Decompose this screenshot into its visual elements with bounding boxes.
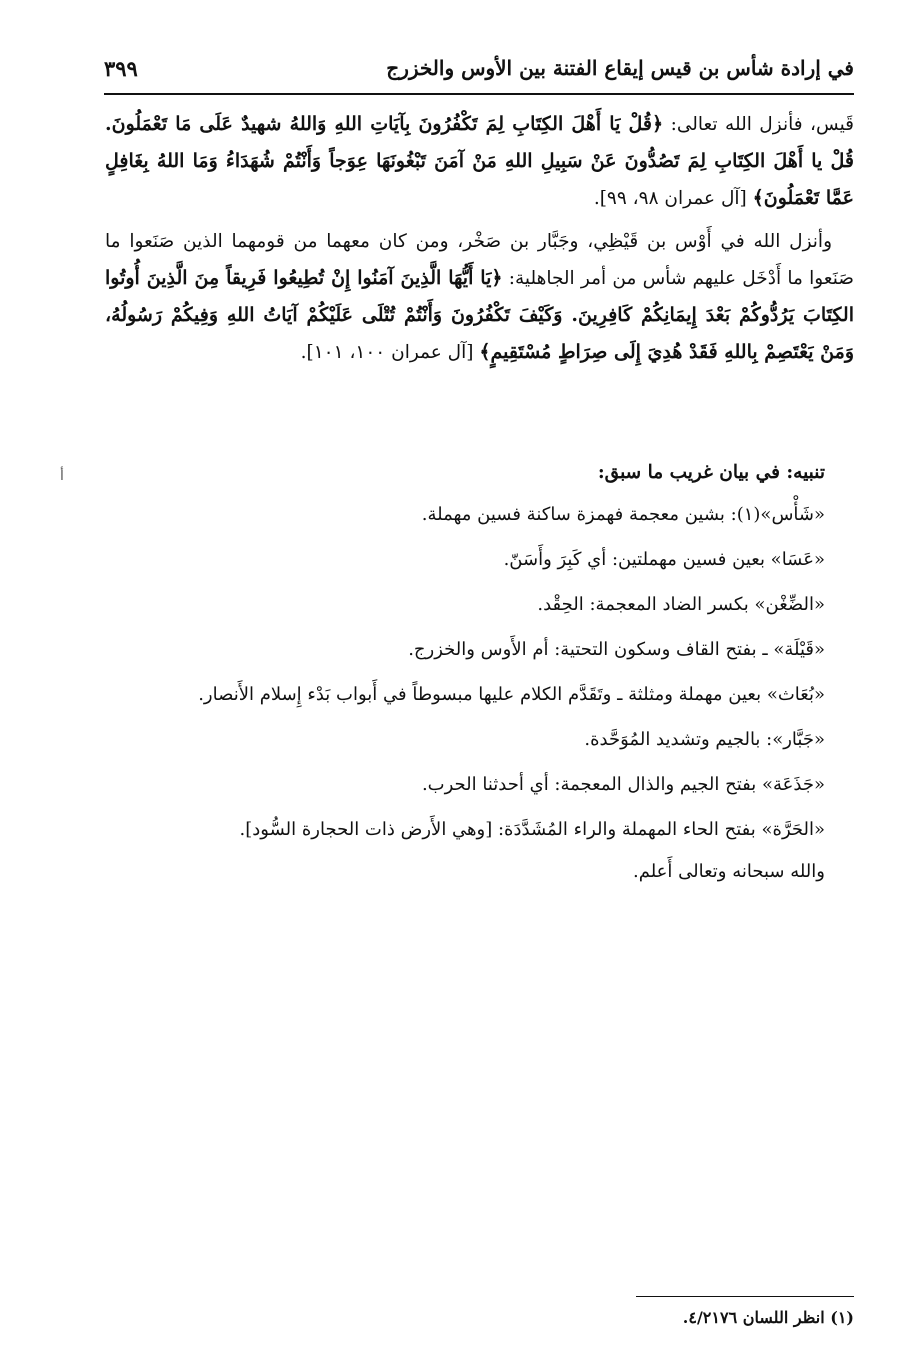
paragraph-1 (105, 106, 854, 217)
glossary-item: «جَذَعَة» بفتح الجيم والذال المعجمة: أي أحدثنا الحرب. (421, 774, 825, 795)
closing-line: والله سبحانه وتعالى أَعلم. (633, 861, 825, 882)
quran-reference-1: [آل عمران ٩٨، ٩٩]. (593, 188, 753, 209)
footnote-divider (636, 1296, 854, 1297)
glossary-item: «الضِّغْن» بكسر الضاد المعجمة: الحِقْد. (537, 594, 825, 615)
glossary-item: «بُعَاث» بعين مهملة ومثلثة ـ وتَقَدَّم الكلام عليها مبسوطاً في أَبواب بَدْء إِسلام الأَنصار. (198, 684, 825, 705)
notes-heading: تنبيه: في بيان غريب ما سبق: (597, 462, 825, 483)
paragraph-2 (105, 223, 854, 371)
glossary-item: «شَأْس»(١): بشين معجمة فهمزة ساكنة فسين مهملة. (421, 504, 825, 525)
glossary-item: «جَبَّار»: بالجيم وتشديد المُوَحَّدة. (584, 729, 825, 750)
page-number: ٣٩٩ (104, 56, 138, 81)
margin-mark: أ (60, 468, 64, 484)
glossary-item: «عَسَا» بعين فسين مهملتين: أي كَبِرَ وأَسَنّ. (503, 549, 825, 570)
glossary-item: «قَيْلَة» ـ بفتح القاف وسكون التحتية: أم الأَوس والخزرج. (408, 639, 825, 660)
quran-quote-2: ﴿يَا أَيُّهَا الَّذِينَ آمَنُوا إِنْ تُطِيعُوا فَرِيقاً مِنَ الَّذِينَ أُوتُوا الكِتَابَ يَرُدُّوكُمْ بَعْدَ إِيمَانِكُمْ كَافِرِينَ. وَكَيْفَ تَكْفُرُونَ وَأَنْتُمْ تُتْلَى عَلَيْكُمْ آيَاتُ اللهِ وَفِيكُمْ رَسُولُهُ، وَمَنْ يَعْتَصِمْ بِاللهِ فَقَدْ هُدِيَ إِلَى صِرَاطٍ مُسْتَقِيمٍ﴾ (105, 267, 854, 363)
footnote: (١) انظر اللسان ٤/٢١٧٦. (682, 1308, 854, 1327)
running-header (104, 52, 854, 94)
paragraph-2-intro: وأنزل الله في أَوْس بن قَيْظِي، وجَبَّار بن صَخْر، ومن كان معهما من قومهما الذين صَنَعوا ما صَنَعوا ما أَدْخَل عليهم شأس من أمر الجاهلية: (105, 231, 854, 289)
glossary-item: «الحَرَّة» بفتح الحاء المهملة والراء المُشَدَّدَة: [وهي الأَرض ذات الحجارة السُّود]. (239, 819, 825, 840)
quran-reference-2: [آل عمران ١٠٠، ١٠١]. (300, 342, 480, 363)
header-divider (104, 93, 854, 95)
chapter-title: في إرادة شأس بن قيس إيقاع الفتنة بين الأوس والخزرج (386, 56, 854, 80)
paragraph-1-intro: قَيس، فأنزل الله تعالى: (663, 114, 854, 135)
main-text (105, 106, 854, 377)
quran-quote-1: ﴿قُلْ يَا أَهْلَ الكِتَابِ لِمَ تَكْفُرُونَ بِآيَاتِ اللهِ وَاللهُ شهيدٌ عَلَى مَا تَعْمَلُونَ. قُلْ يا أَهْلَ الكِتَابِ لِمَ تَصُدُّونَ عَنْ سَبِيلِ اللهِ مَنْ آمَنَ تَبْغُونَهَا عِوَجاً وَأَنْتُمْ شُهَدَاءُ وَمَا اللهُ بِغَافِلٍ عَمَّا تَعْمَلُونَ﴾ (105, 113, 854, 209)
glossary-notes (105, 454, 825, 892)
